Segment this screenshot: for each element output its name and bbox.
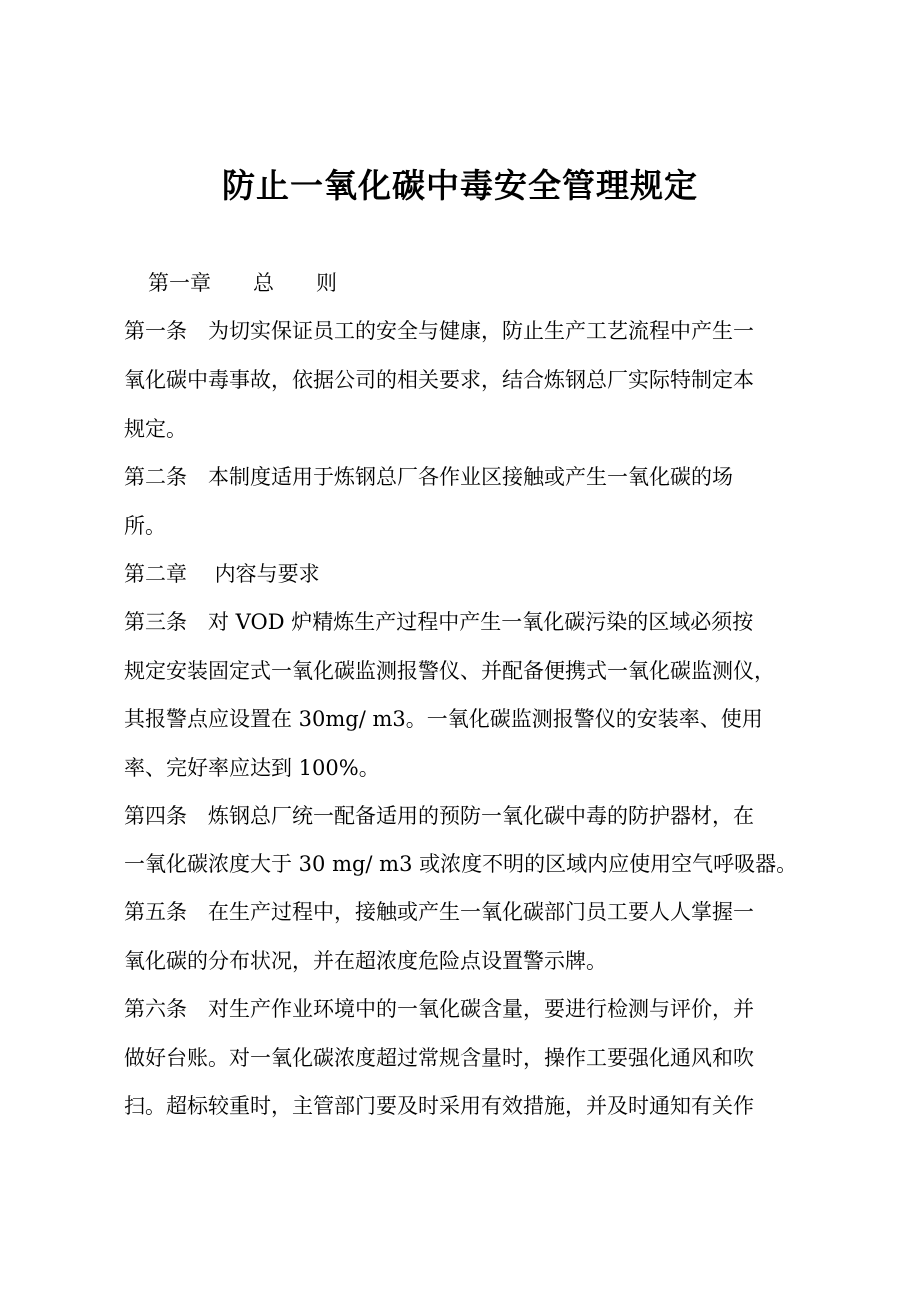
body-line-5: 所。 xyxy=(124,514,166,538)
chapter-1-word-1: 总 xyxy=(253,271,274,295)
chapter-1-word-2: 则 xyxy=(316,271,337,295)
body-line-1: 第一条 为切实保证员工的安全与健康，防止生产工艺流程中产生一 xyxy=(124,319,754,343)
body-line-8: 规定安装固定式一氧化碳监测报警仪、并配备便携式一氧化碳监测仪， xyxy=(124,659,775,683)
body-line-16: 做好台账。对一氧化碳浓度超过常规含量时，操作工要强化通风和吹 xyxy=(124,1046,754,1070)
body-line-4: 第二条 本制度适用于炼钢总厂各作业区接触或产生一氧化碳的场 xyxy=(124,465,733,489)
body-line-17: 扫。超标较重时，主管部门要及时采用有效措施，并及时通知有关作 xyxy=(124,1094,754,1118)
body-line-9: 其报警点应设置在 30mg/ m3。一氧化碳监测报警仪的安装率、使用 xyxy=(124,707,763,731)
chapter-1-label: 第一章 xyxy=(148,271,211,295)
body-line-3: 规定。 xyxy=(124,417,187,441)
body-line-13: 第五条 在生产过程中，接触或产生一氧化碳部门员工要人人掌握一 xyxy=(124,900,754,924)
body-line-14: 氧化碳的分布状况，并在超浓度危险点设置警示牌。 xyxy=(124,949,607,973)
chapter-2-heading: 第二章 内容与要求 xyxy=(124,562,320,586)
chapter-1-heading xyxy=(148,268,337,298)
body-line-12: 一氧化碳浓度大于 30 mg/ m3 或浓度不明的区域内应使用空气呼吸器。 xyxy=(124,852,798,876)
body-line-10: 率、完好率应达到 100%。 xyxy=(124,756,380,780)
body-line-11: 第四条 炼钢总厂统一配备适用的预防一氧化碳中毒的防护器材，在 xyxy=(124,804,754,828)
document-title: 防止一氧化碳中毒安全管理规定 xyxy=(222,166,698,205)
body-line-2: 氧化碳中毒事故，依据公司的相关要求，结合炼钢总厂实际特制定本 xyxy=(124,368,754,392)
body-line-7: 第三条 对 VOD 炉精炼生产过程中产生一氧化碳污染的区域必须按 xyxy=(124,610,754,634)
body-line-15: 第六条 对生产作业环境中的一氧化碳含量，要进行检测与评价，并 xyxy=(124,997,754,1021)
